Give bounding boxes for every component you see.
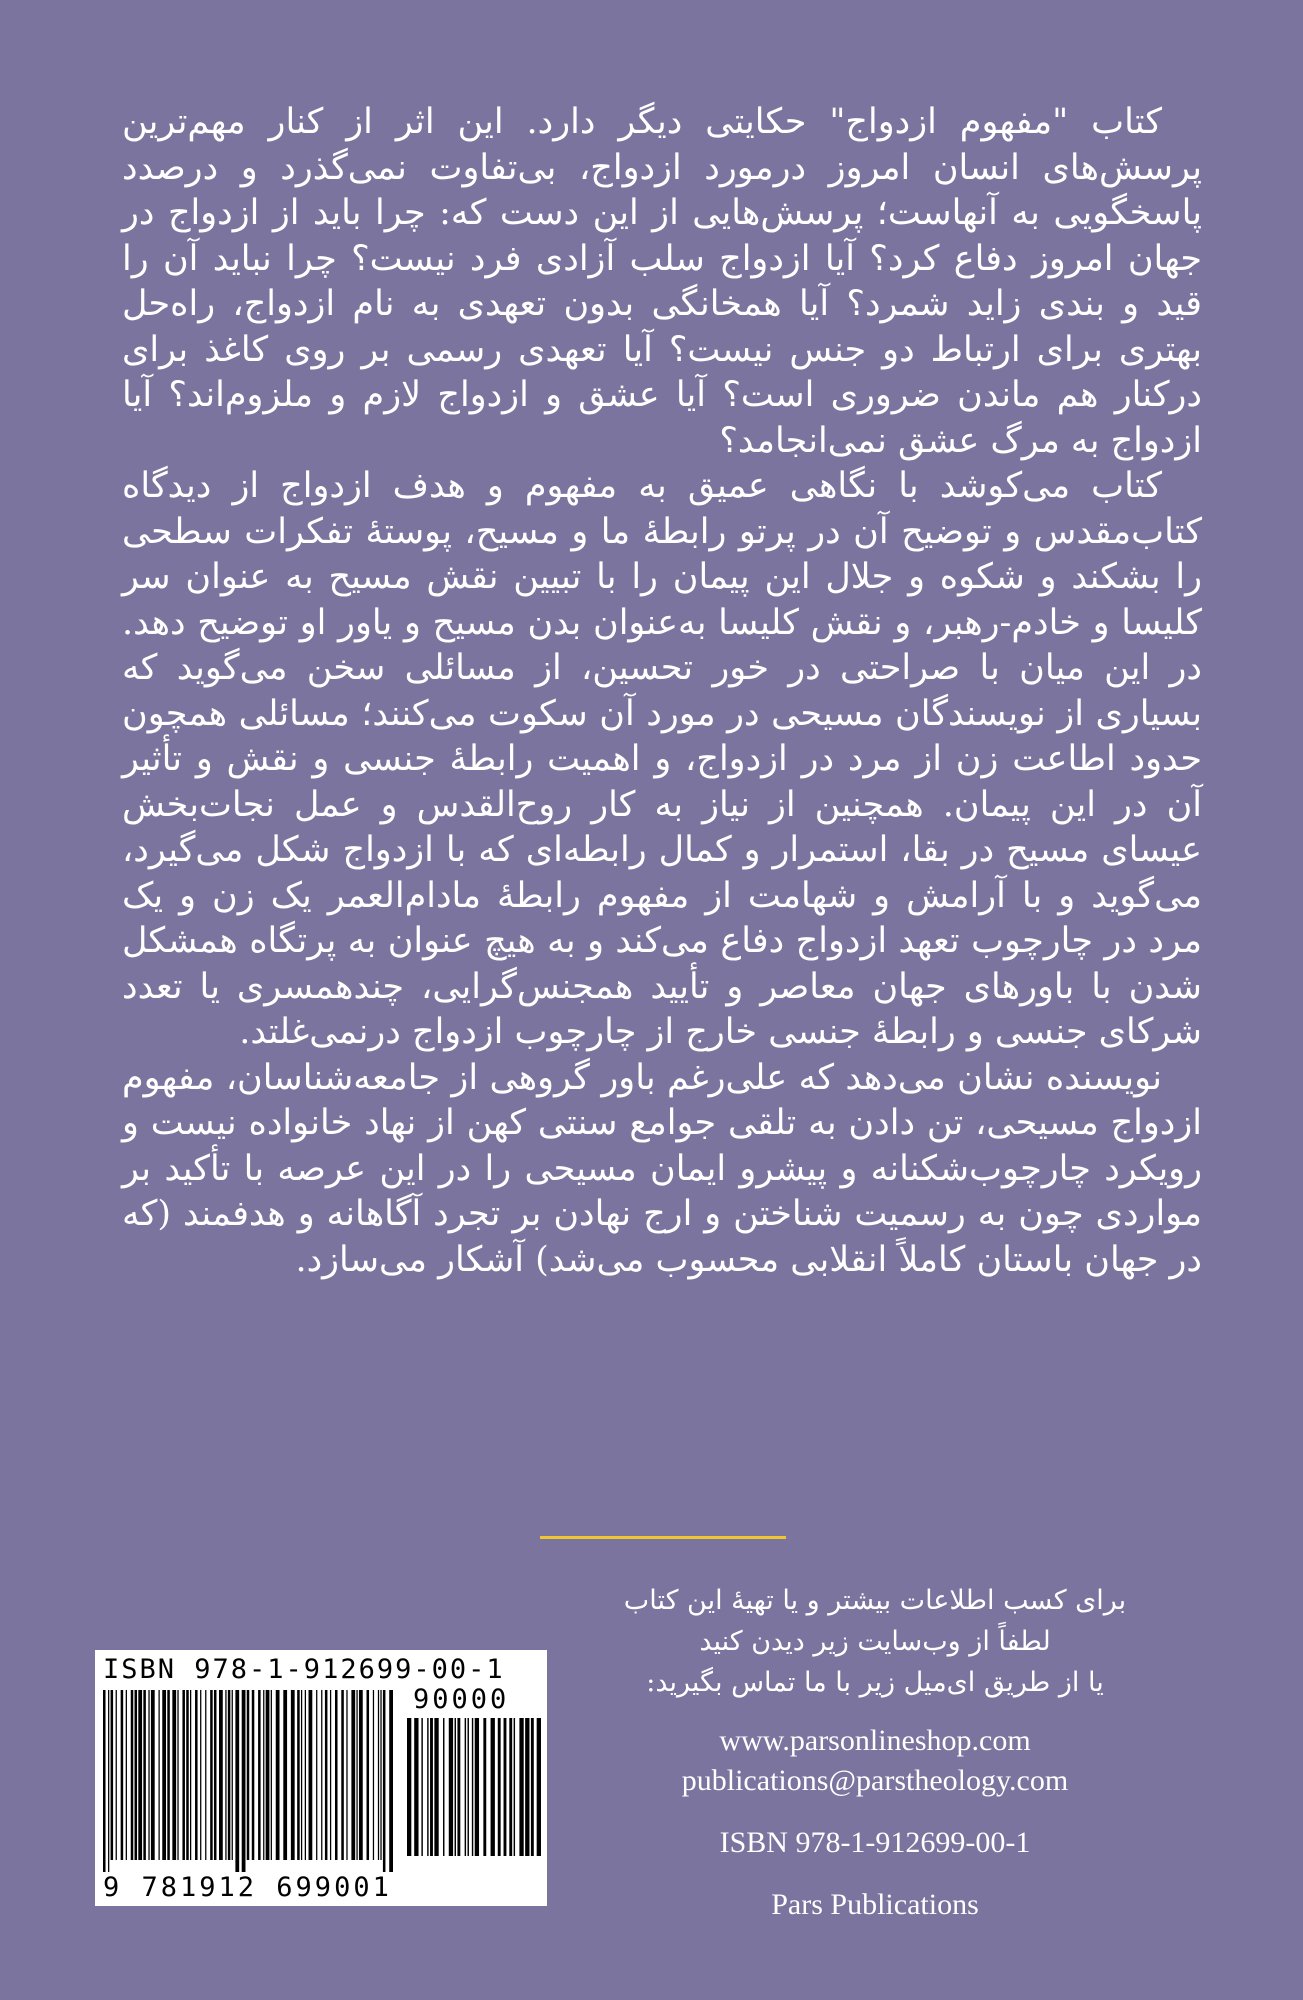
barcode-bar <box>108 1690 109 1872</box>
barcode <box>95 1650 547 1906</box>
barcode-bar <box>214 1690 217 1860</box>
barcode-bar <box>232 1690 233 1860</box>
barcode-bar <box>143 1690 146 1860</box>
barcode-bar <box>465 1718 466 1856</box>
barcode-bar <box>186 1690 189 1860</box>
barcode-bar <box>151 1690 155 1860</box>
barcode-bar <box>121 1690 124 1860</box>
barcode-bar <box>356 1690 357 1860</box>
barcode-bar <box>219 1690 223 1860</box>
barcode-bar <box>449 1718 453 1856</box>
barcode-bar <box>205 1690 206 1860</box>
barcode-bar <box>434 1718 438 1856</box>
barcode-bar <box>177 1690 178 1860</box>
barcode-bar <box>316 1690 317 1860</box>
barcode-bar <box>380 1690 381 1860</box>
barcode-bar <box>472 1718 473 1856</box>
barcode-bar <box>116 1690 117 1860</box>
barcode-bar <box>330 1690 331 1860</box>
barcode-bar <box>457 1718 460 1856</box>
barcode-bar <box>414 1718 418 1856</box>
barcode-bar <box>346 1690 347 1860</box>
barcode-bar <box>210 1690 213 1860</box>
barcode-bar <box>509 1718 512 1856</box>
barcode-bar <box>266 1690 270 1860</box>
barcode-bar <box>200 1690 201 1860</box>
barcode-bar <box>190 1690 191 1860</box>
email-link[interactable]: publications@parstheology.com <box>681 1764 1069 1797</box>
barcode-bar <box>195 1690 198 1860</box>
barcode-bar <box>235 1690 239 1872</box>
blurb-paragraph-2: کتاب می‌کوشد با نگاهی عمیق به مفهوم و هدف ازدواج از دیدگاه کتاب‌مقدس و توضیح آن در پرتو رابطهٔ ما و مسیح، پوستهٔ تفکرات سطحی را بشکند و شکوه و جلال این پیمان را با تبیین نقش مسیح به عنوان سر کلیسا و خادم-رهبر، و نقش کلیسا به‌عنوان بدن مسیح و یاور او توضیح دهد. در این میان با صراحتی در خور تحسین، از مسائلی سخن می‌گوید که بسیاری از نویسندگان مسیحی در مورد آن سکوت می‌کنند؛ مسائلی همچون حدود اطاعت زن از مرد در ازدواج، و اهمیت رابطهٔ جنسی و نقش و تأثیر آن در این پیمان. همچنین از نیاز به کار روح‌القدس و عمل نجات‌بخش عیسای مسیح در بقا، استمرار و کمال رابطه‌ای که با ازدواج شکل می‌گیرد، می‌گوید و با آرامش و شهامت از مفهوم رابطهٔ مادام‌العمر یک زن و یک مرد در چارچوب تعهد ازدواج دفاع می‌کند و به هیچ عنوان به پرتگاه همشکل شدن با باورهای جهان معاصر و تأیید همجنس‌گرایی، چندهمسری یا تعدد شرکای جنسی و رابطهٔ جنسی خارج از چارچوب ازدواج درنمی‌غلتد. <box>122 466 1202 1052</box>
barcode-bar <box>367 1690 370 1860</box>
blurb-paragraph-3: نویسنده نشان می‌دهد که علی‌رغم باور گروهی از جامعه‌شناسان، مفهوم ازدواج مسیحی، تن دادن به تلقی جوامع سنتی کهن از نهاد خانواده نیست و رویکرد چارچوب‌شکنانه و پیشرو ایمان مسیحی را در این عرصه با تأکید بر مواردی چون به رسمیت شناختن و ارج نهادن بر تجرد آگاهانه و هدفمند (که در جهان باستان کاملاً انقلابی محسوب می‌شد) آشکار می‌سازد. <box>122 1057 1202 1280</box>
barcode-bar <box>252 1690 255 1860</box>
barcode-bar <box>321 1690 322 1860</box>
barcode-bar <box>427 1718 428 1856</box>
barcode-bar <box>297 1690 300 1860</box>
barcode-bar <box>301 1690 302 1860</box>
barcode-bar <box>291 1690 295 1860</box>
barcode-isbn-label: ISBN 978-1-912699-00-1 <box>103 1654 505 1685</box>
barcode-bar <box>126 1690 127 1860</box>
barcode-bar <box>247 1690 250 1860</box>
barcode-bar <box>389 1690 393 1872</box>
barcode-bar <box>443 1718 444 1856</box>
barcode-bar <box>514 1718 515 1856</box>
barcode-bar <box>162 1690 166 1860</box>
info-line-1: برای کسب اطلاعات بیشتر و یا تهیهٔ این کتاب <box>623 1585 1127 1616</box>
barcode-bar <box>258 1690 261 1860</box>
publisher-info <box>575 1580 1175 1925</box>
barcode-bar <box>158 1690 159 1860</box>
barcode-bar <box>103 1690 106 1872</box>
barcode-ean-number: 9 781912 699001 <box>103 1872 392 1903</box>
barcode-bar <box>135 1690 138 1860</box>
barcode-bar <box>242 1690 246 1872</box>
barcode-bar <box>228 1690 231 1860</box>
barcode-bar <box>148 1690 149 1860</box>
barcode-bar <box>407 1718 411 1856</box>
barcode-bar <box>167 1690 170 1860</box>
divider-line <box>540 1536 786 1539</box>
barcode-bar <box>309 1690 313 1860</box>
barcode-bar <box>263 1690 264 1860</box>
barcode-bar <box>378 1690 379 1860</box>
barcode-bar <box>421 1718 422 1856</box>
info-line-2: لطفاً از وب‌سایت زیر دیدن کنید <box>699 1626 1051 1657</box>
barcode-bar <box>172 1690 176 1860</box>
barcode-addon-bars <box>407 1718 541 1868</box>
barcode-bar <box>483 1718 486 1856</box>
isbn-text: ISBN 978-1-912699-00-1 <box>719 1826 1031 1859</box>
barcode-bar <box>373 1690 374 1860</box>
barcode-bar <box>525 1718 529 1856</box>
barcode-bar <box>325 1690 328 1860</box>
barcode-bar <box>335 1690 338 1860</box>
barcode-bar <box>351 1690 355 1860</box>
publisher-name: Pars Publications <box>771 1888 979 1921</box>
barcode-bar <box>138 1690 142 1860</box>
barcode-bar <box>305 1690 306 1860</box>
barcode-bar <box>498 1718 501 1856</box>
barcode-bar <box>111 1690 114 1860</box>
barcode-bar <box>276 1690 280 1860</box>
barcode-bar <box>225 1690 226 1860</box>
blurb <box>122 100 1202 1283</box>
barcode-bar <box>504 1718 507 1856</box>
blurb-paragraph-1: کتاب "مفهوم ازدواج" حکایتی دیگر دارد. این اثر از کنار مهم‌ترین پرسش‌های انسان امروز درمورد ازدواج، بی‌تفاوت نمی‌گذرد و درصدد پاسخگویی به آنهاست؛ پرسش‌هایی از این دست که: چرا باید از ازدواج در جهان امروز دفاع کرد؟ آیا ازدواج سلب آزادی فرد نیست؟ چرا نباید آن را قید و بندی زاید شمرد؟ آیا همخانگی بدون تعهدی به نام ازدواج، راه‌حل بهتری برای ارتباط دو جنس نیست؟ آیا تعهدی رسمی بر روی کاغذ برای درکنار هم ماندن ضروری است؟ آیا عشق و ازدواج لازم و ملزوم‌اند؟ آیا ازدواج به مرگ عشق نمی‌انجامد؟ <box>122 102 1202 461</box>
website-link[interactable]: www.parsonlineshop.com <box>719 1724 1031 1757</box>
barcode-bar <box>475 1718 479 1856</box>
barcode-bar <box>455 1718 456 1856</box>
barcode-bar <box>519 1718 523 1856</box>
barcode-bar <box>531 1718 534 1856</box>
barcode-bar <box>430 1718 433 1856</box>
barcode-bar <box>383 1690 386 1872</box>
barcode-main-bars <box>103 1690 393 1872</box>
barcode-bar <box>271 1690 272 1860</box>
barcode-bar <box>283 1690 287 1860</box>
barcode-bar <box>491 1718 495 1856</box>
barcode-bar <box>537 1718 541 1856</box>
barcode-bar <box>359 1690 363 1860</box>
barcode-bar <box>131 1690 134 1860</box>
barcode-bar <box>182 1690 185 1860</box>
barcode-bar <box>341 1690 344 1860</box>
barcode-addon-number: 90000 <box>413 1684 510 1715</box>
barcode-bar <box>468 1718 469 1856</box>
info-line-3: یا از طریق ای‌میل زیر با ما تماس بگیرید: <box>646 1667 1104 1698</box>
